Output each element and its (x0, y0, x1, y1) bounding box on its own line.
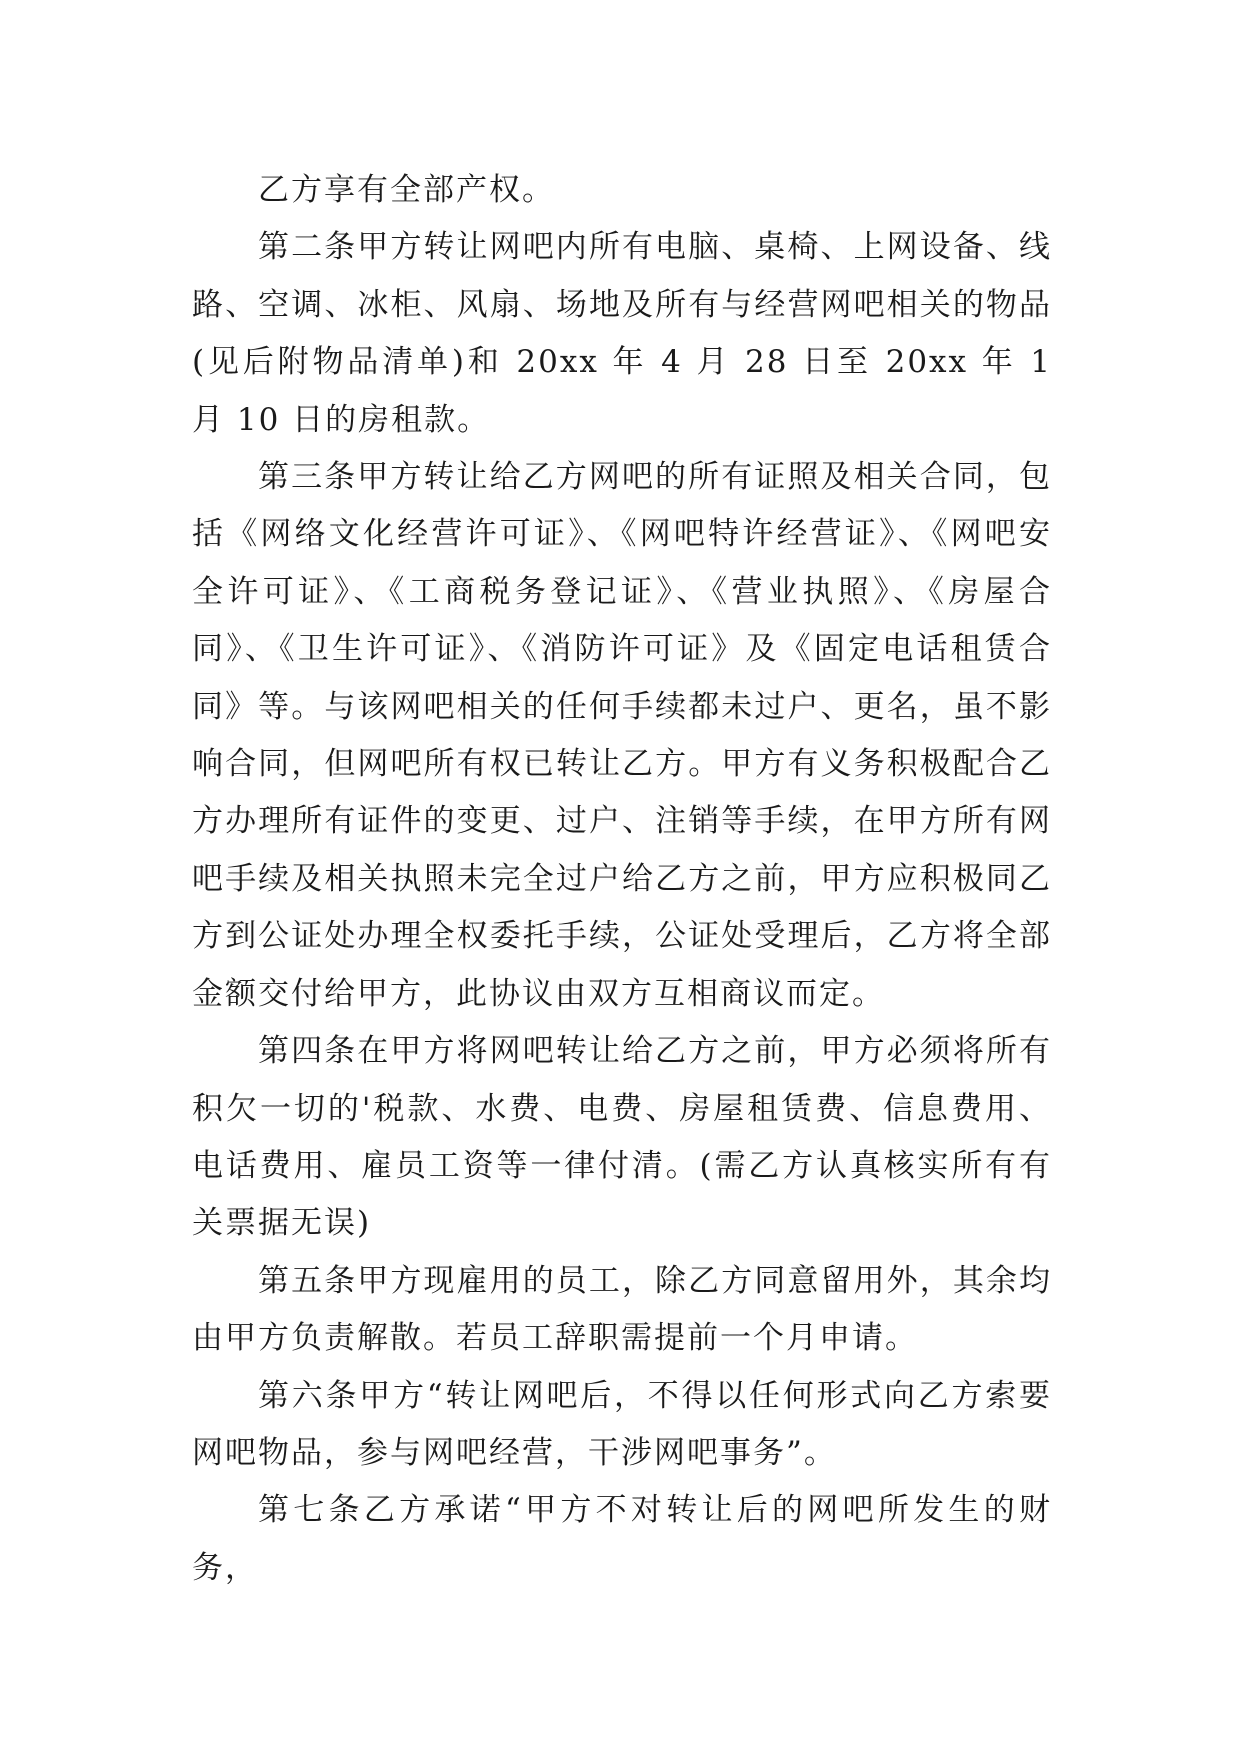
paragraph-article-7: 第七条乙方承诺“甲方不对转让后的网吧所发生的财务， (192, 1492, 1052, 1586)
document-body (192, 162, 1052, 1597)
paragraph-article-3: 第三条甲方转让给乙方网吧的所有证照及相关合同，包括《网络文化经营许可证》、《网吧特许经营证》、《网吧安全许可证》、《工商税务登记证》、《营业执照》、《房屋合同》、《卫生许可证》、《消防许可证》及《固定电话租赁合同》等。与该网吧相关的任何手续都未过户、更名，虽不影响合同，但网吧所有权已转让乙方。甲方有义务积极配合乙方办理所有证件的变更、过户、注销等手续，在甲方所有网吧手续及相关执照未完全过户给乙方之前，甲方应积极同乙方到公证处办理全权委托手续，公证处受理后，乙方将全部金额交付给甲方，此协议由双方互相商议而定。 (192, 459, 1052, 1012)
paragraph-article-6: 第六条甲方“转让网吧后，不得以任何形式向乙方索要网吧物品，参与网吧经营，干涉网吧事务”。 (192, 1377, 1052, 1471)
paragraph-article-5: 第五条甲方现雇用的员工，除乙方同意留用外，其余均由甲方负责解散。若员工辞职需提前一个月申请。 (192, 1262, 1052, 1357)
paragraph-article-2: 第二条甲方转让网吧内所有电脑、桌椅、上网设备、线路、空调、冰柜、风扇、场地及所有与经营网吧相关的物品(见后附物品清单)和 20xx 年 4 月 28 日至 20xx 年 1 月 10 日的房租款。 (192, 229, 1052, 438)
paragraph-article-4: 第四条在甲方将网吧转让给乙方之前，甲方必须将所有积欠一切的'税款、水费、电费、房屋租赁费、信息费用、电话费用、雇员工资等一律付清。(需乙方认真核实所有有关票据无误) (192, 1033, 1052, 1242)
paragraph-ownership: 乙方享有全部产权。 (258, 172, 555, 208)
